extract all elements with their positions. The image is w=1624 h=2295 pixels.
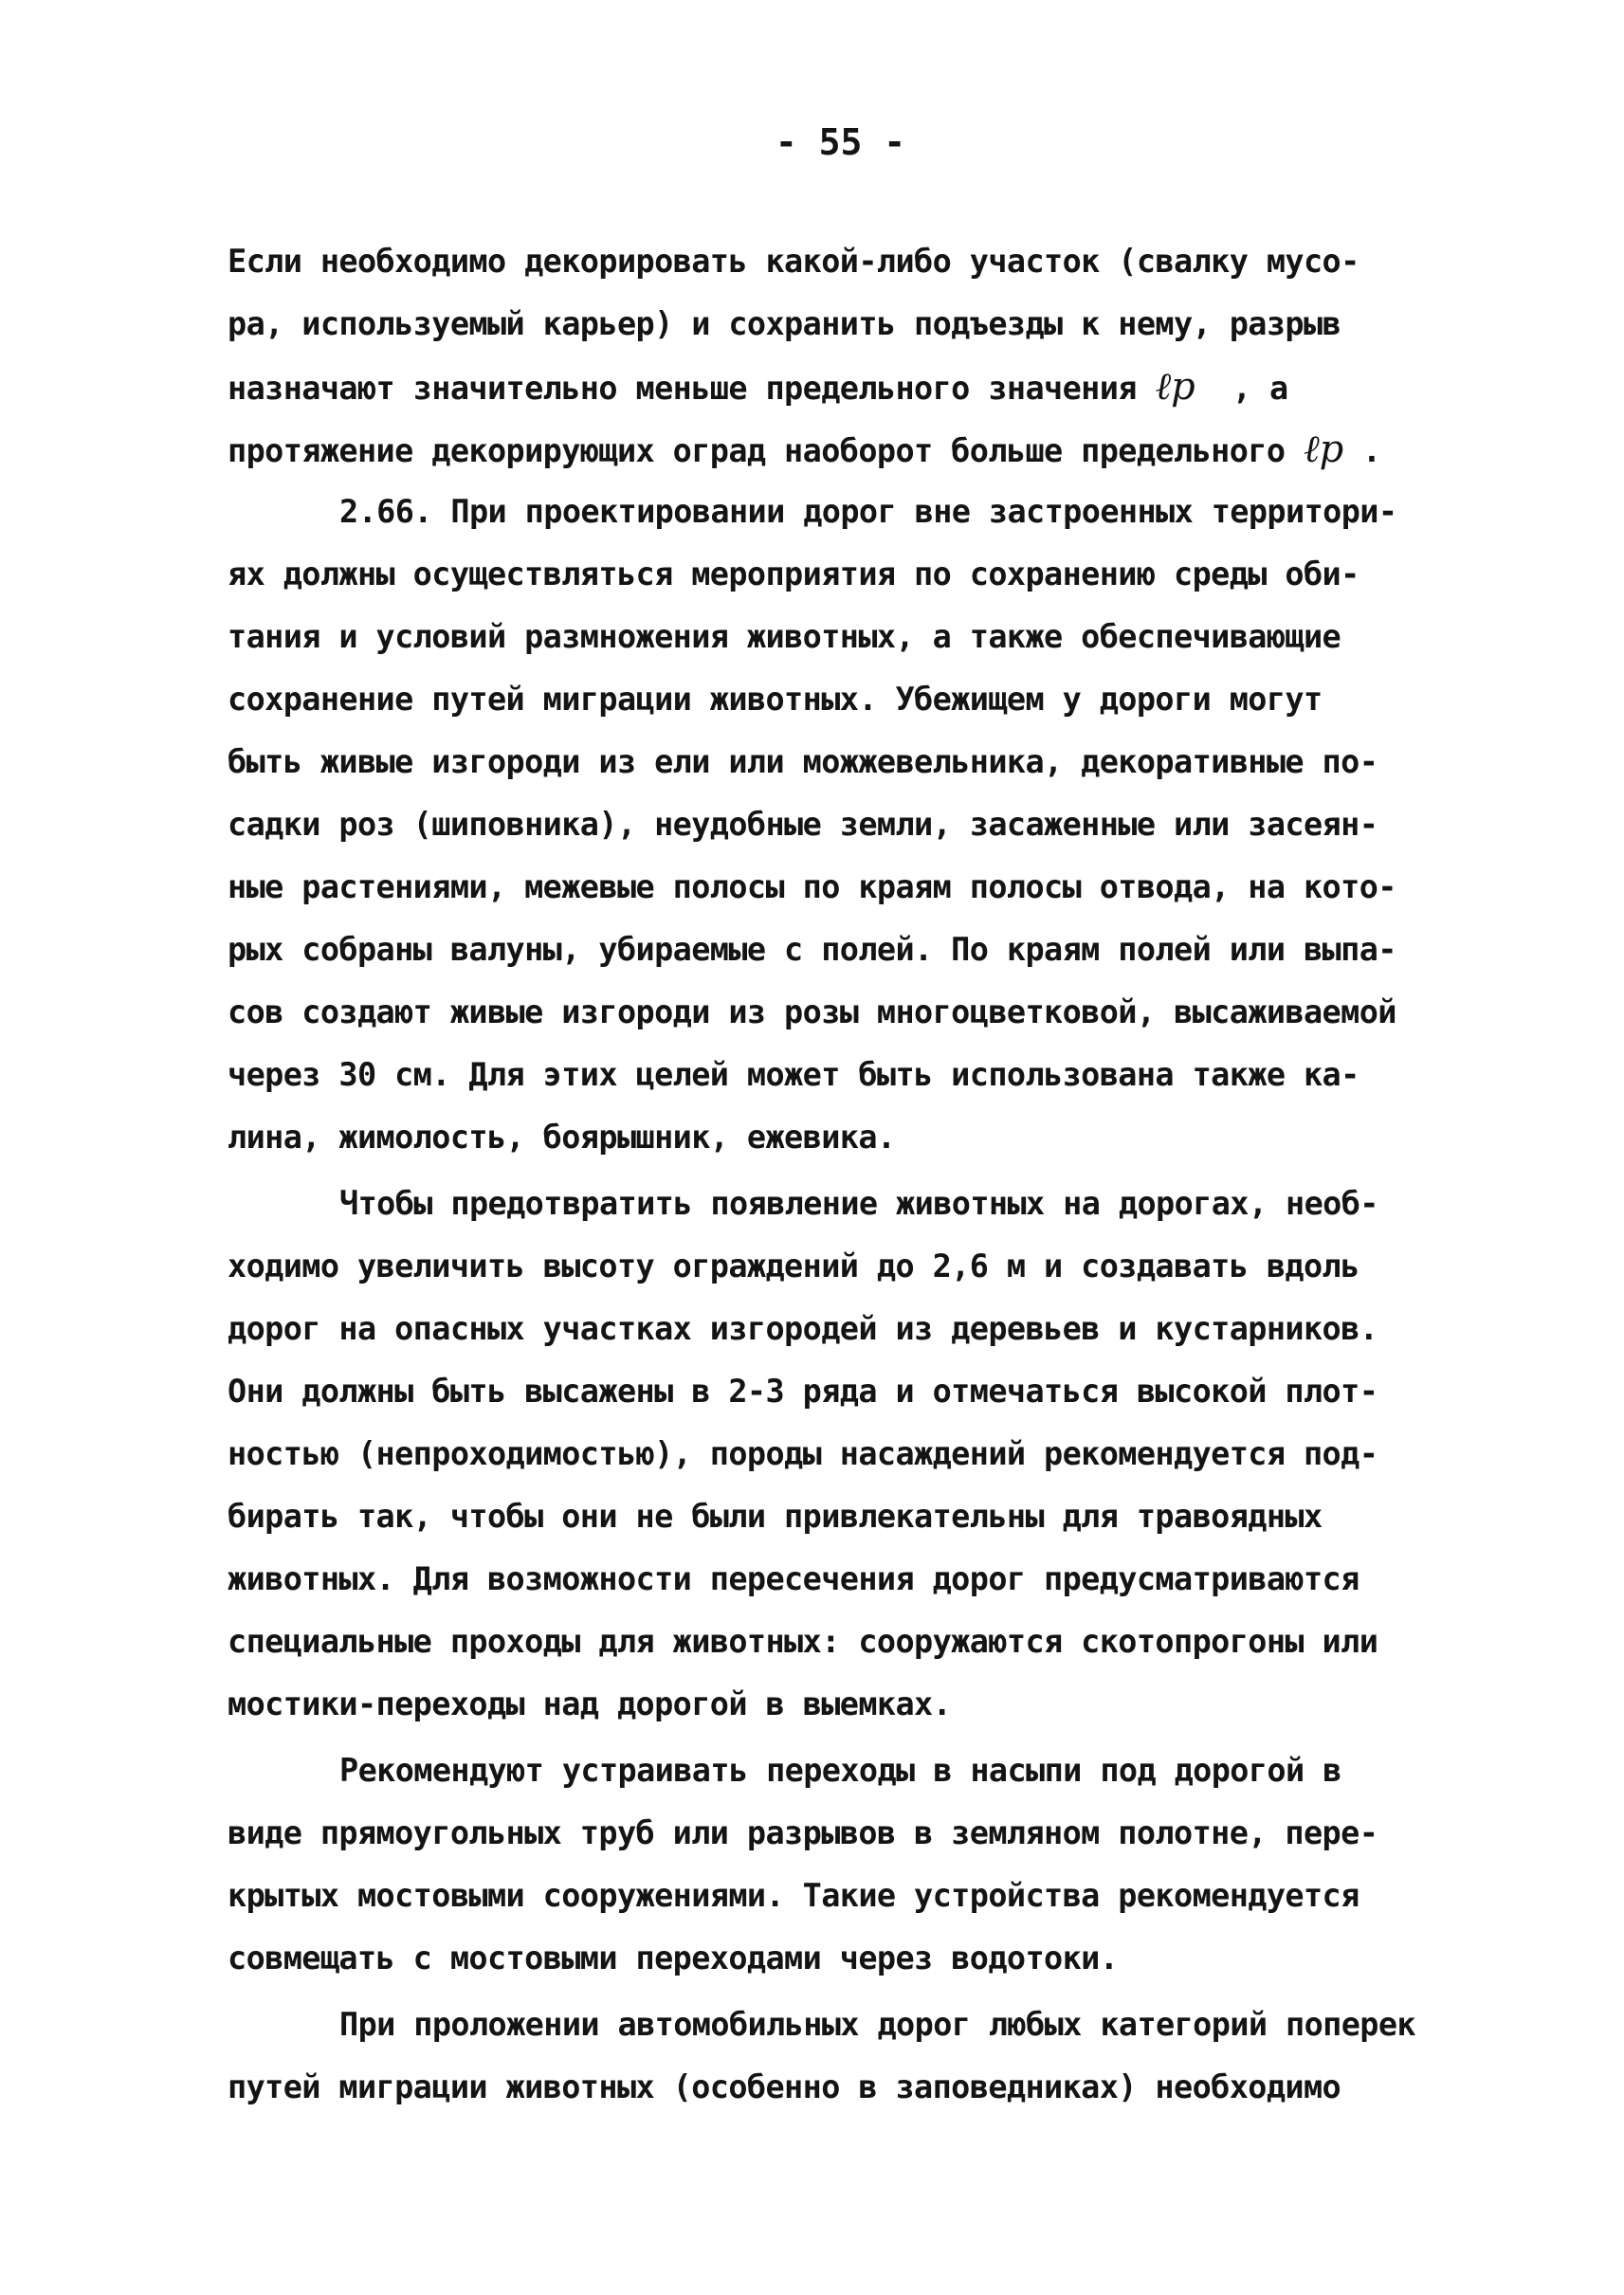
body-text xyxy=(228,230,1469,2119)
text-line-17: ходимо увеличить высоту ограждений до 2,6 м и создавать вдоль xyxy=(228,1248,1359,1284)
text-line-3-start: назначают значительно меньше предельного значения xyxy=(228,370,1156,407)
text-line-23: специальные проходы для животных: сооружаются скотопрогоны или xyxy=(228,1623,1378,1660)
text-line-7: тания и условий размножения животных, а также обеспечивающие xyxy=(228,618,1341,655)
text-line-9: быть живые изгороди из ели или можжевельника, декоративные по- xyxy=(228,743,1378,780)
text-line-10: садки роз (шиповника), неудобные земли, засаженные или засеян- xyxy=(228,806,1378,843)
text-line-18: дорог на опасных участках изгородей из деревьев и кустарников. xyxy=(228,1310,1378,1347)
text-line-30: путей миграции животных (особенно в заповедниках) необходимо xyxy=(228,2068,1341,2105)
text-line-24: мостики-переходы над дорогой в выемках. xyxy=(228,1685,952,1722)
text-line-26: виде прямоугольных труб или разрывов в земляном полотне, пере- xyxy=(228,1814,1378,1851)
text-line-4 xyxy=(228,418,1469,481)
text-line-22: животных. Для возможности пересечения дорог предусматриваются xyxy=(228,1560,1359,1597)
text-line-6: ях должны осуществляться мероприятия по сохранению среды оби- xyxy=(228,556,1359,592)
text-line-1: Если необходимо декорировать какой-либо участок (свалку мусо- xyxy=(228,243,1359,280)
paragraph-2-66-start: 2.66. При проектировании дорог вне застроенных территори- xyxy=(339,493,1397,530)
text-line-19: Они должны быть высажены в 2-3 ряда и отмечаться высокой плот- xyxy=(228,1373,1378,1410)
text-line-13: сов создают живые изгороди из розы многоцветковой, высаживаемой xyxy=(228,993,1396,1030)
paragraph-crossings-start: Рекомендуют устраивать переходы в насыпи под дорогой в xyxy=(339,1752,1341,1789)
page-number: - 55 - xyxy=(775,121,906,163)
text-line-4-end: . xyxy=(1343,432,1381,469)
text-line-21: бирать так, чтобы они не были привлекательны для травоядных xyxy=(228,1498,1323,1535)
symbol-l-p: ℓр xyxy=(1304,428,1344,471)
text-line-14: через 30 см. Для этих целей может быть использована также ка- xyxy=(228,1056,1359,1093)
text-line-27: крытых мостовыми сооружениями. Такие устройства рекомендуется xyxy=(228,1877,1359,1914)
paragraph-animals-start: Чтобы предотвратить появление животных на дорогах, необ- xyxy=(339,1185,1378,1222)
text-line-15: лина, жимолость, боярышник, ежевика. xyxy=(228,1119,896,1156)
text-line-3-end: , а xyxy=(1195,370,1288,407)
paragraph-migration-start: При проложении автомобильных дорог любых категорий поперек xyxy=(339,2006,1415,2043)
text-line-20: ностью (непроходимостью), породы насаждений рекомендуется под- xyxy=(228,1435,1378,1472)
text-line-2: ра, используемый карьер) и сохранить подъезды к нему, разрыв xyxy=(228,305,1341,342)
symbol-l-p: ℓр xyxy=(1155,365,1195,409)
text-line-28: совмещать с мостовыми переходами через водотоки. xyxy=(228,1940,1119,1976)
text-line-3 xyxy=(228,355,1469,418)
text-line-8: сохранение путей миграции животных. Убежищем у дороги могут xyxy=(228,681,1323,718)
text-line-11: ные растениями, межевые полосы по краям полосы отвода, на кото- xyxy=(228,868,1396,905)
text-line-4-start: протяжение декорирующих оград наоборот больше предельного xyxy=(228,432,1304,469)
text-line-12: рых собраны валуны, убираемые с полей. По краям полей или выпа- xyxy=(228,931,1396,968)
